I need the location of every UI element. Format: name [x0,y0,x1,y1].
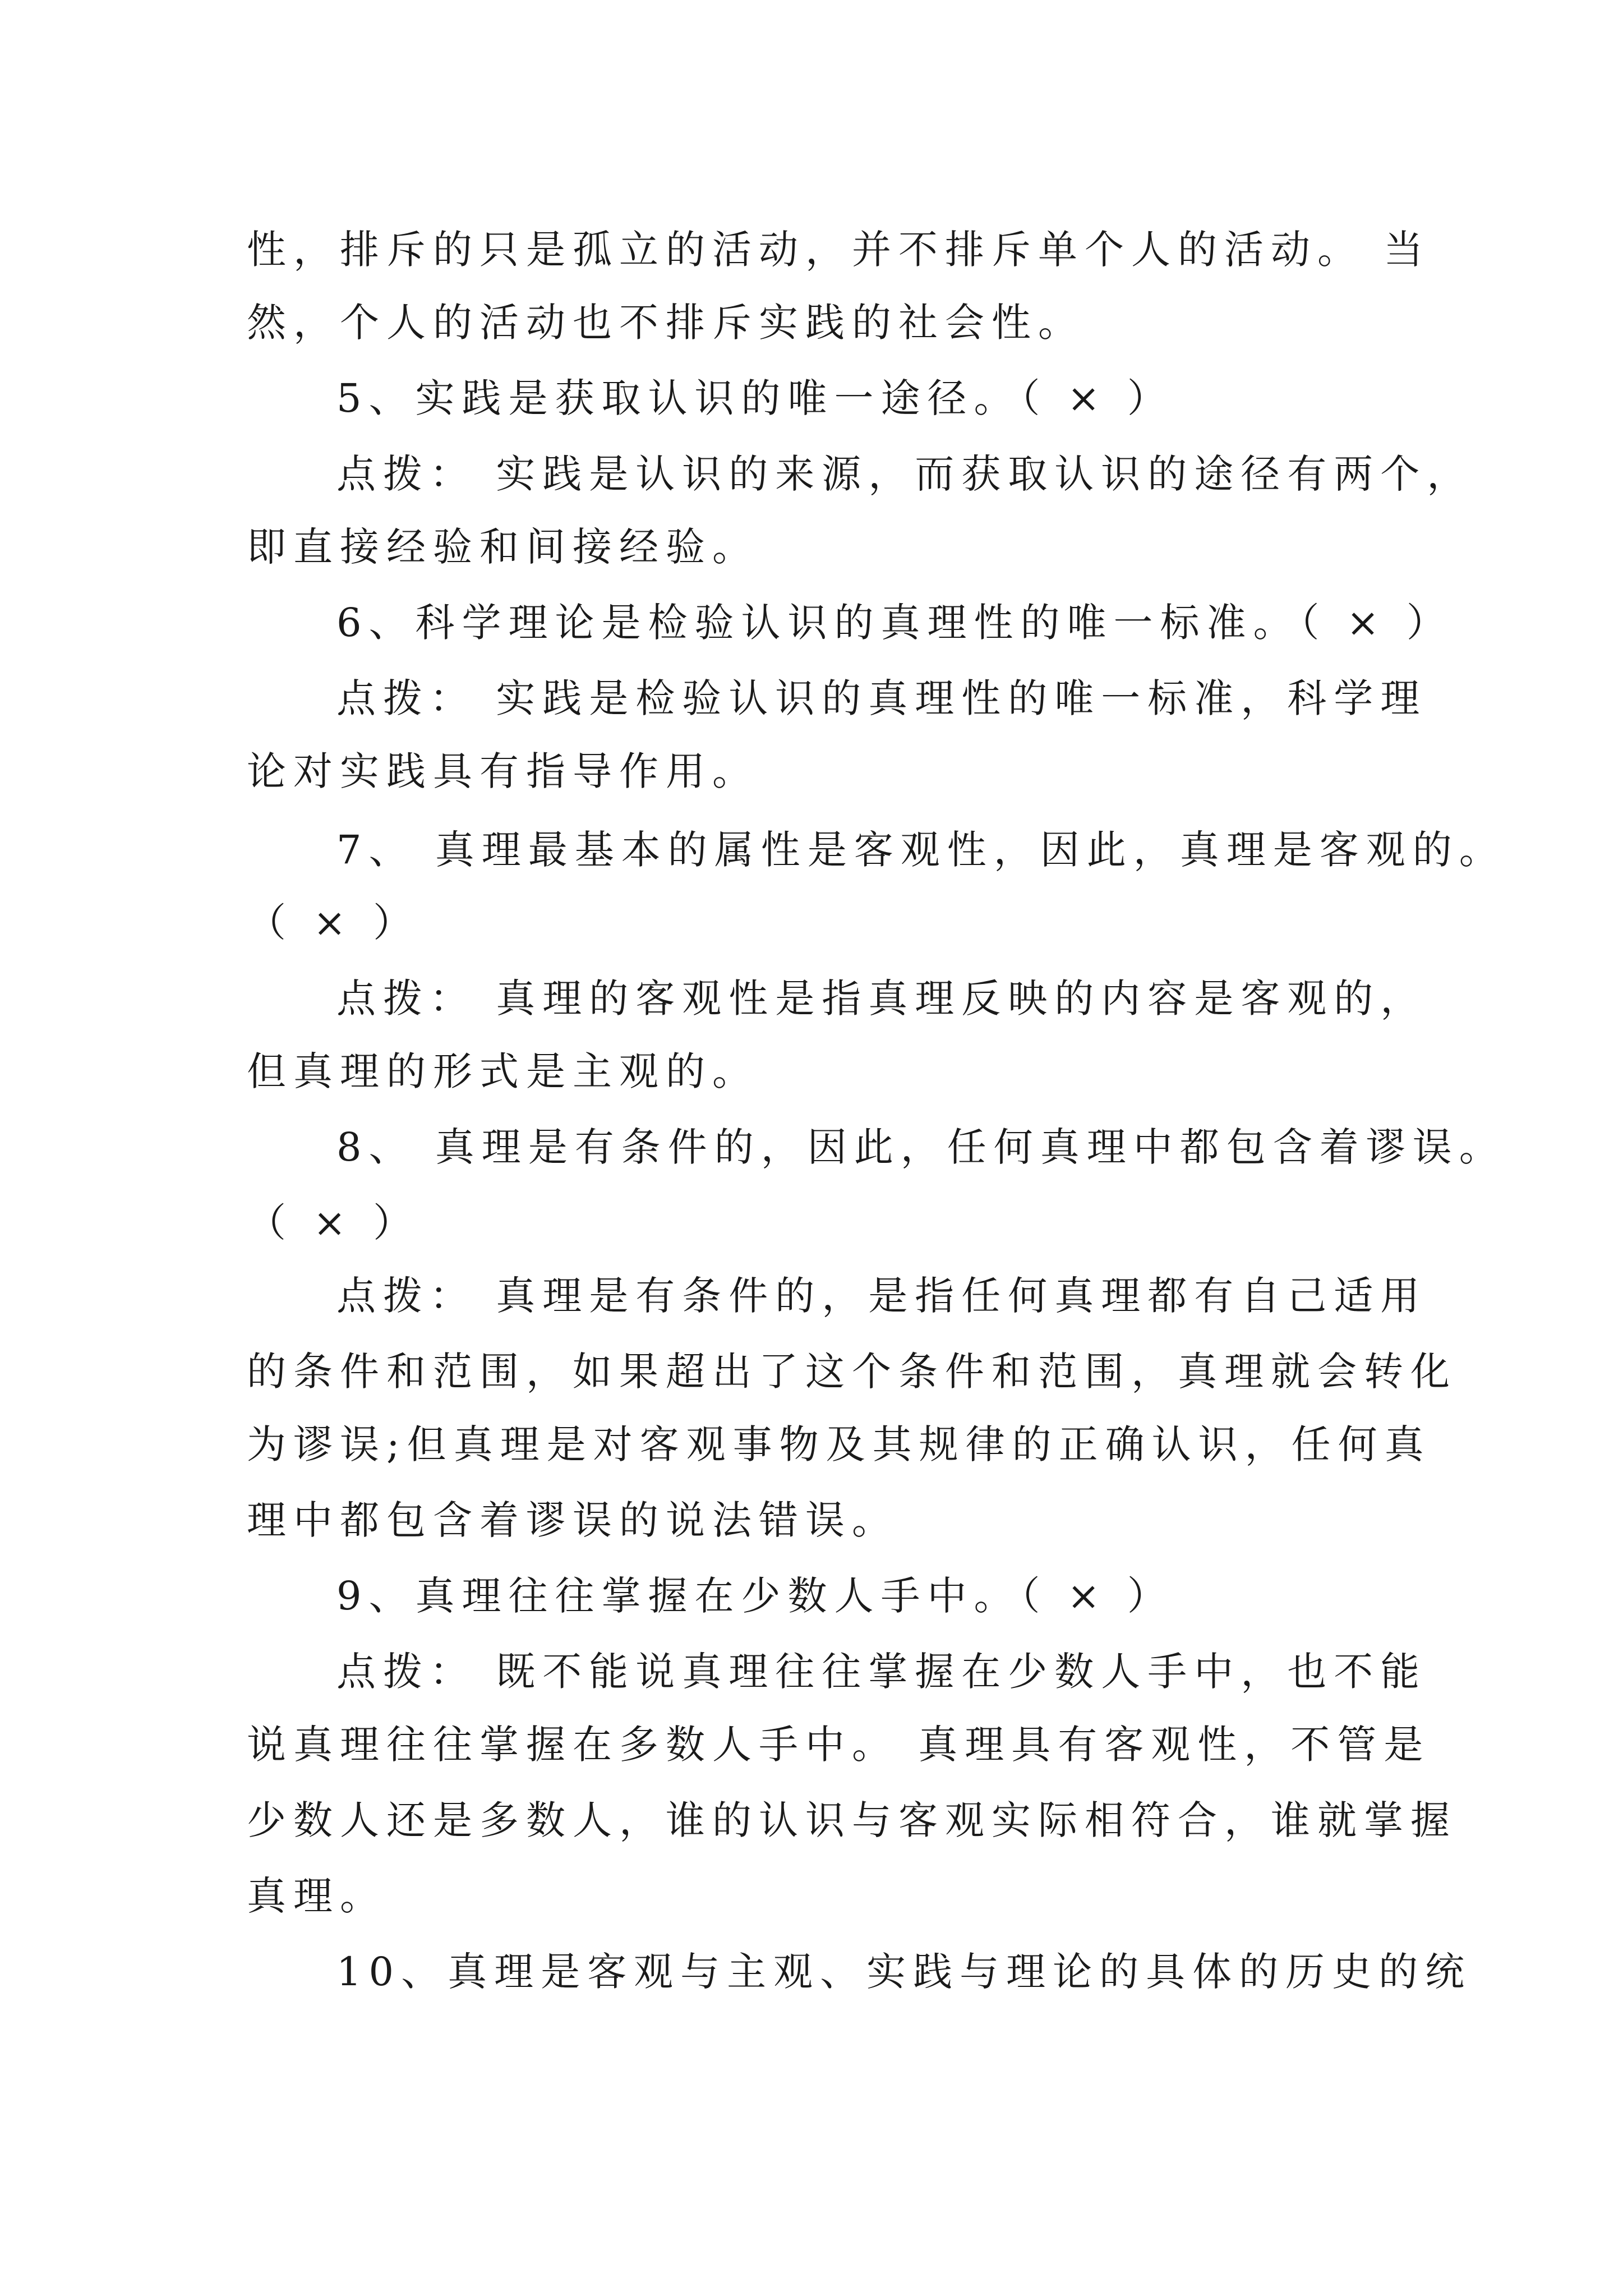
text-line: 性，排斥的只是孤立的活动，并不排斥单个人的活动。 当 [247,227,1431,273]
item-5-question: 5、实践是获取认识的唯一途径。（ × ） [336,375,1174,421]
item-8-answer: （ × ） [247,1200,420,1246]
text-line: 少数人还是多数人，谁的认识与客观实际相符合，谁就掌握 [247,1797,1457,1843]
text-line: 真理。 [247,1873,386,1919]
item-5-hint: 点拨： 实践是认识的来源，而获取认识的途径有两个， [336,451,1474,497]
item-8-question: 8、 真理是有条件的，因此，任何真理中都包含着谬误。 [336,1124,1506,1170]
text-line: 但真理的形式是主观的。 [247,1048,759,1094]
item-9-hint: 点拨： 既不能说真理往往掌握在少数人手中，也不能 [336,1649,1427,1695]
item-9-question: 9、真理往往掌握在少数人手中。（ × ） [336,1573,1174,1619]
text-line: 为谬误;但真理是对客观事物及其规律的正确认识，任何真 [247,1421,1431,1467]
item-7-hint: 点拨： 真理的客观性是指真理反映的内容是客观的， [336,976,1427,1022]
text-line: 论对实践具有指导作用。 [247,748,759,794]
text-line: 说真理往往掌握在多数人手中。 真理具有客观性，不管是 [247,1722,1431,1768]
item-6-hint: 点拨： 实践是检验认识的真理性的唯一标准，科学理 [336,675,1427,721]
text-line: 即直接经验和间接经验。 [247,524,759,570]
text-line: 的条件和范围，如果超出了这个条件和范围，真理就会转化 [247,1349,1457,1395]
text-line: 理中都包含着谬误的说法错误。 [247,1497,898,1543]
item-7-answer: （ × ） [247,900,420,946]
item-10-question: 10、真理是客观与主观、实践与理论的具体的历史的统 [336,1949,1472,1995]
text-line: 然，个人的活动也不排斥实践的社会性。 [247,300,1085,346]
item-8-hint: 点拨： 真理是有条件的，是指任何真理都有自己适用 [336,1273,1427,1319]
item-6-question: 6、科学理论是检验认识的真理性的唯一标准。（ × ） [336,600,1453,646]
item-7-question: 7、 真理最基本的属性是客观性，因此，真理是客观的。 [336,827,1506,873]
